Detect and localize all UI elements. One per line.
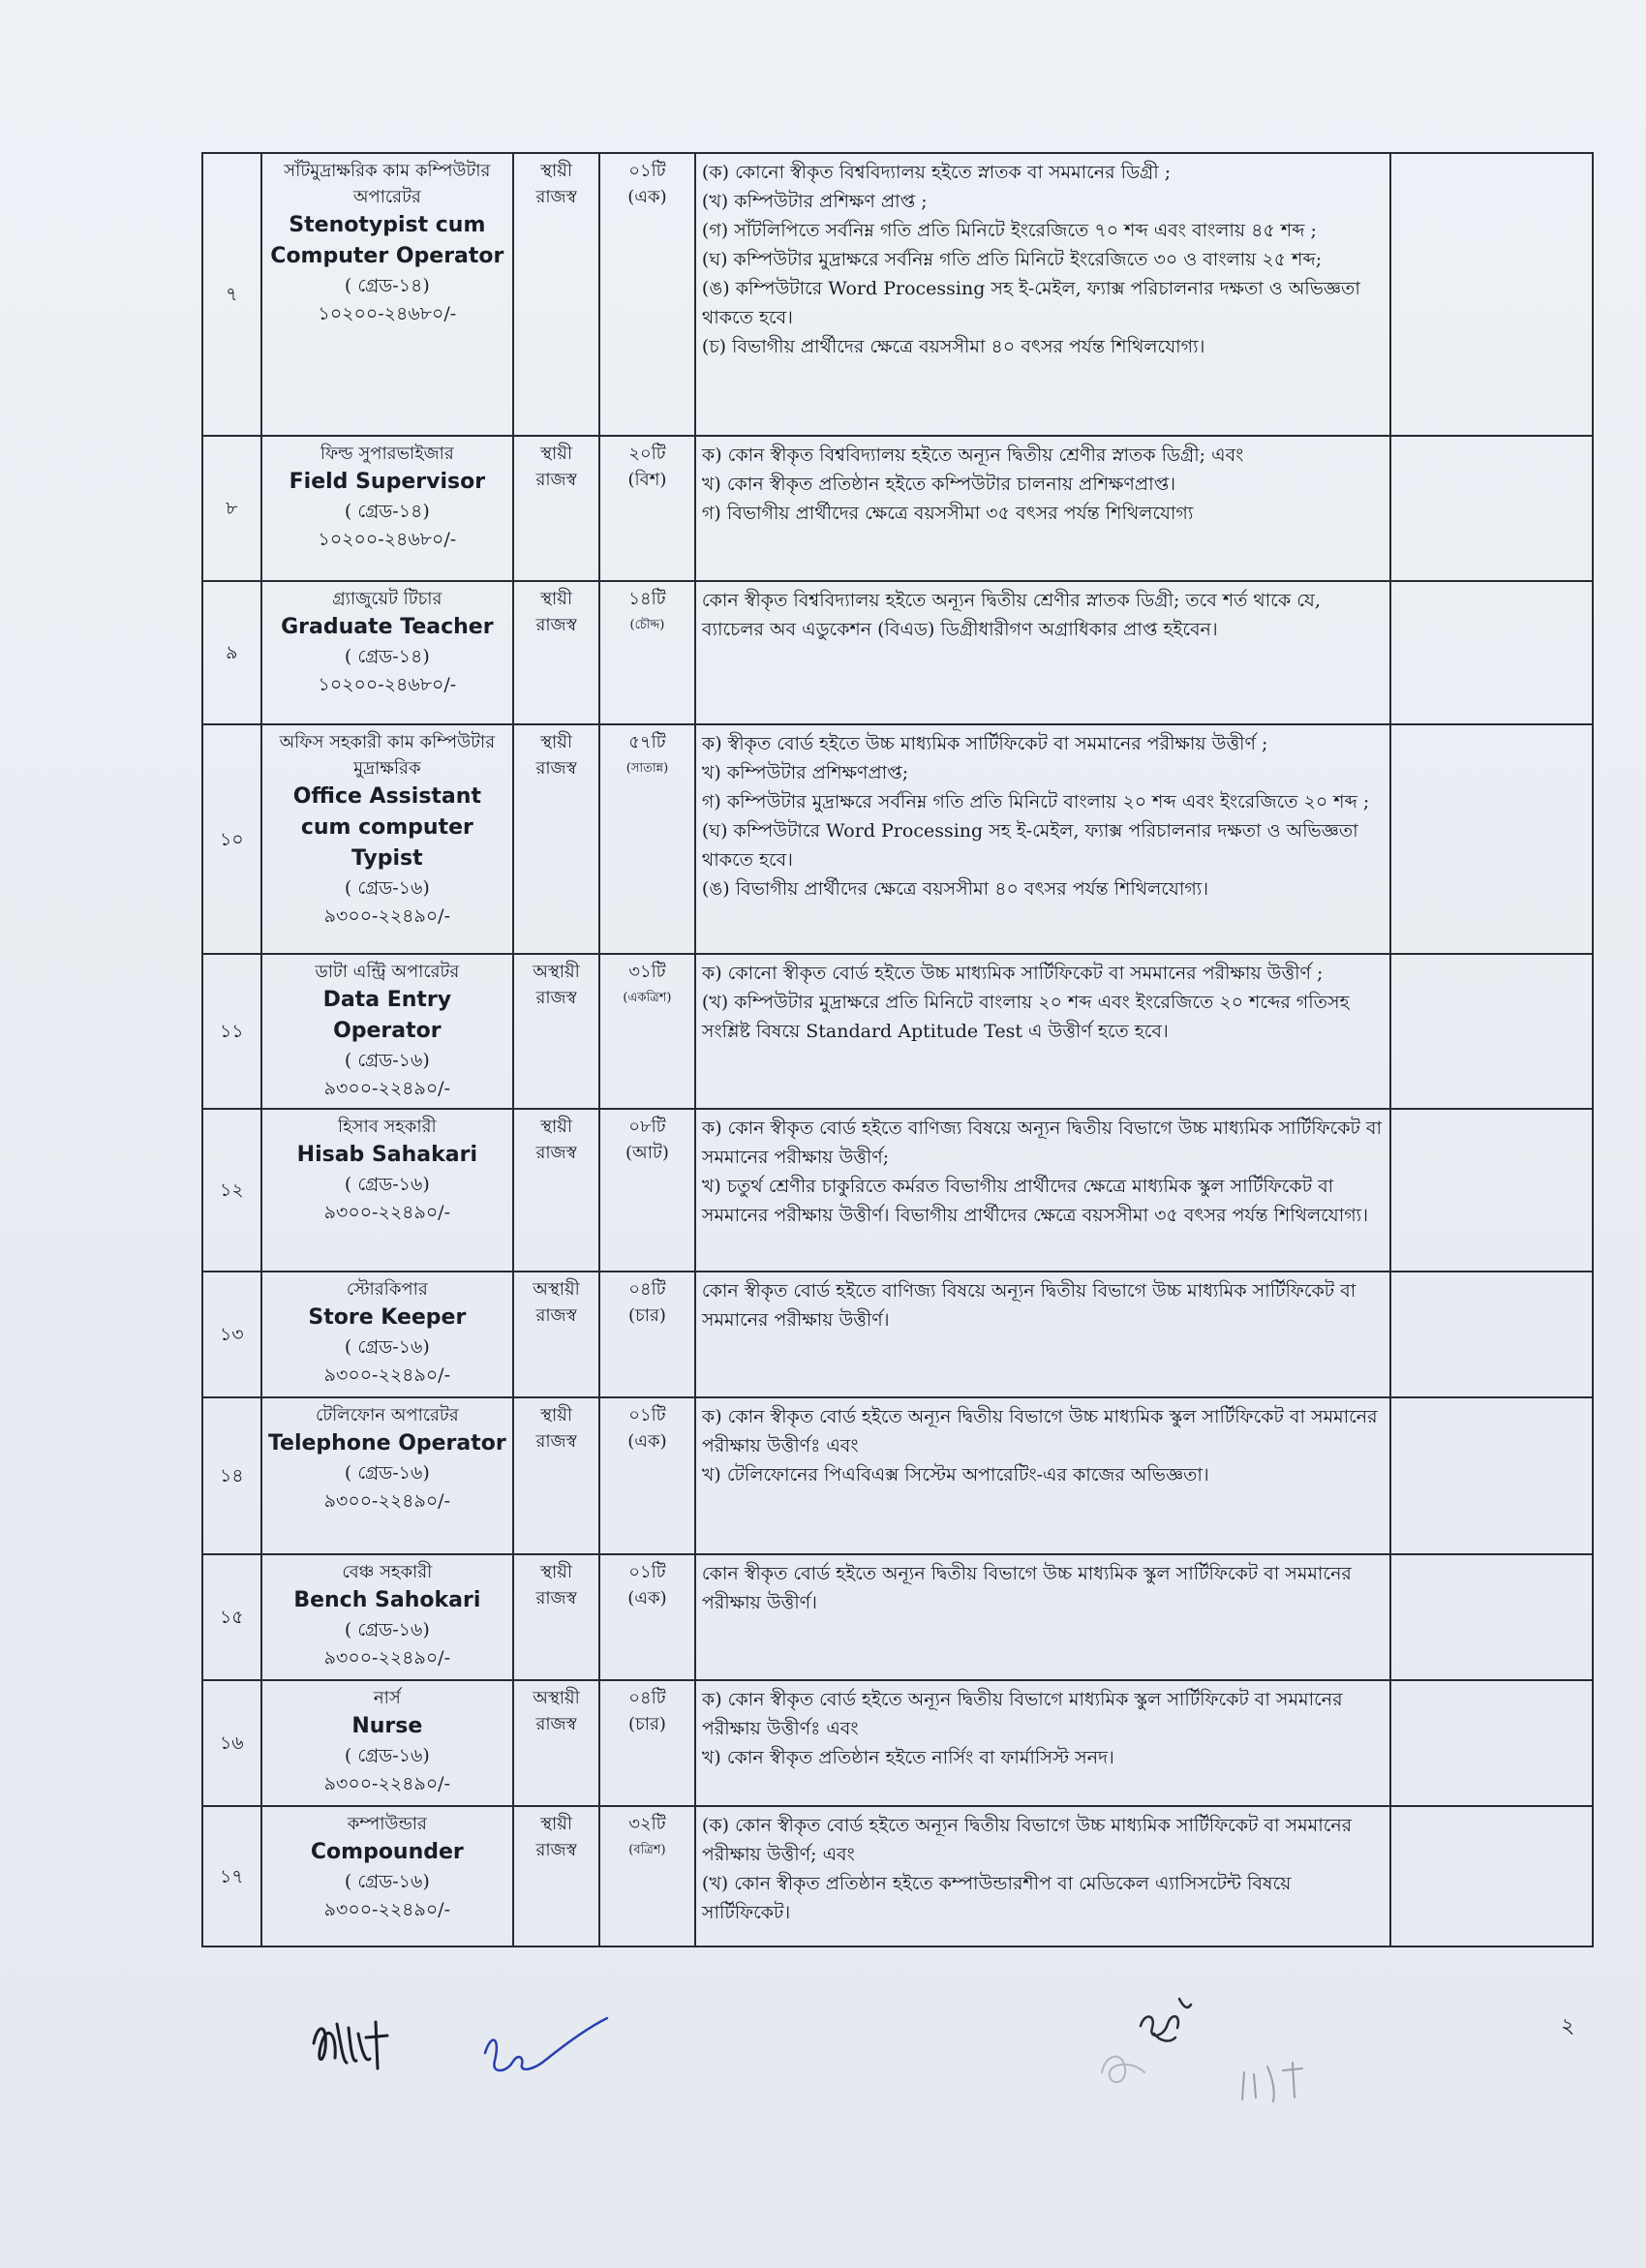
serial-cell: ১০ (202, 724, 261, 954)
post-type-cell (513, 954, 599, 1109)
post-count: ০১টি (628, 1405, 666, 1425)
signature-3 (1131, 1993, 1199, 2051)
pay-scale: ১০২০০-২৪৬৮০/- (318, 303, 457, 324)
post-type-cell (513, 1397, 599, 1554)
remarks-cell (1390, 1397, 1593, 1554)
post-grade: ( গ্রেড-১৬) (344, 1174, 430, 1195)
pay-scale: ১০২০০-২৪৬৮০/- (318, 529, 457, 550)
qualification-item: (ঙ) বিভাগীয় প্রার্থীদের ক্ষেত্রে বয়সসীমা ৪০ বৎসর পর্যন্ত শিথিলযোগ্য। (701, 878, 1209, 900)
serial-cell: ১৩ (202, 1272, 261, 1397)
post-type-cell (513, 1680, 599, 1806)
post-type-line-2: রাজস্ব (535, 615, 577, 635)
signature-5 (1234, 2053, 1322, 2111)
post-type-line-2: রাজস্ব (535, 1143, 577, 1163)
post-grade: ( গ্রেড-১৬) (344, 1336, 430, 1358)
post-type-line-1: স্থায়ী (540, 732, 572, 752)
qualification-item: (চ) বিভাগীয় প্রার্থীদের ক্ষেত্রে বয়সসীমা ৪০ বৎসর পর্যন্ত শিথিলযোগ্য। (701, 336, 1205, 357)
qualification-item: ক) কোন স্বীকৃত বোর্ড হইতে অন্যূন দ্বিতীয় বিভাগে মাধ্যমিক স্কুল সার্টিফিকেট বা সমমানের পরীক্ষায় উত্তীর্ণঃ এবং (701, 1689, 1343, 1739)
qualification-cell (695, 153, 1390, 436)
post-type-cell (513, 1109, 599, 1272)
post-count-cell (599, 1554, 695, 1680)
post-count: ০৪টি (628, 1279, 666, 1300)
post-grade: ( গ্রেড-১৬) (344, 1871, 430, 1892)
table-row (202, 724, 1593, 954)
table-row (202, 1554, 1593, 1680)
pay-scale: ৯৩০০-২২৪৯০/- (323, 1364, 451, 1386)
post-type-line-2: রাজস্ব (535, 988, 577, 1008)
post-count-cell (599, 724, 695, 954)
post-count-words: (একত্রিশ) (623, 991, 672, 1005)
post-grade: ( গ্রেড-১৬) (344, 1619, 430, 1640)
post-type-line-2: রাজস্ব (535, 187, 577, 207)
post-count-words: (চার) (628, 1305, 666, 1326)
post-name-english: Compounder (310, 1840, 464, 1864)
post-type-line-1: স্থায়ী (540, 1117, 572, 1137)
post-count: ৩১টি (628, 962, 666, 982)
post-count: ১৪টি (628, 589, 666, 609)
remarks-cell (1390, 954, 1593, 1109)
post-count: ০৮টি (628, 1117, 666, 1137)
post-count-words: (এক) (627, 1431, 667, 1452)
post-name-english: Office Assistant cum computer Typist (292, 784, 481, 871)
qualification-item: (খ) কম্পিউটার মুদ্রাক্ষরে প্রতি মিনিটে বাংলায় ২০ শব্দ এবং ইংরেজিতে ২০ শব্দের গতিসহ সংশ্লিষ্ট বিষয়ে Standard Aptitude Test এ উত্তীর্ণ হতে হবে। (701, 992, 1350, 1042)
qualification-item: কোন স্বীকৃত বিশ্ববিদ্যালয় হইতে অন্যূন দ্বিতীয় শ্রেণীর স্নাতক ডিগ্রী; তবে শর্ত থাকে যে, ব্যাচেলর অব এডুকেশন (বিএড) ডিগ্রীধারীগণ অগ্রাধিকার প্রাপ্ত হইবেন। (701, 590, 1321, 640)
qualification-cell (695, 436, 1390, 581)
post-name-bangla: ফিল্ড সুপারভাইজার (320, 444, 454, 464)
table-body (202, 153, 1593, 1946)
pay-scale: ৯৩০০-২২৪৯০/- (323, 1490, 451, 1512)
post-type-cell (513, 581, 599, 724)
table-row (202, 954, 1593, 1109)
post-grade: ( গ্রেড-১৪) (344, 275, 430, 296)
signature-4 (1094, 2043, 1152, 2092)
remarks-cell (1390, 436, 1593, 581)
post-count: ০১টি (628, 161, 666, 181)
pay-scale: ৯৩০০-২২৪৯০/- (323, 1773, 451, 1794)
post-type-line-2: রাজস্ব (535, 1305, 577, 1326)
post-name-english: Nurse (351, 1714, 423, 1738)
post-name-english: Graduate Teacher (281, 615, 494, 639)
post-type-line-1: স্থায়ী (540, 1405, 572, 1425)
post-cell (261, 1554, 514, 1680)
qualification-cell (695, 1272, 1390, 1397)
post-cell (261, 581, 514, 724)
post-grade: ( গ্রেড-১৬) (344, 877, 430, 899)
post-type-line-1: অস্থায়ী (533, 962, 580, 982)
post-name-bangla: বেঞ্চ সহকারী (342, 1562, 433, 1582)
post-count-cell (599, 581, 695, 724)
post-cell (261, 724, 514, 954)
post-cell (261, 1680, 514, 1806)
post-count-cell (599, 1272, 695, 1397)
post-type-cell (513, 436, 599, 581)
post-count-words: (বিশ) (627, 470, 667, 490)
qualification-item: (ক) কোন স্বীকৃত বোর্ড হইতে অন্যূন দ্বিতীয় বিভাগে উচ্চ মাধ্যমিক সার্টিফিকেট বা সমমানের পরীক্ষায় উত্তীর্ণ; এবং (701, 1815, 1353, 1865)
post-count-cell (599, 1397, 695, 1554)
post-grade: ( গ্রেড-১৪) (344, 646, 430, 667)
qualification-cell (695, 1109, 1390, 1272)
post-name-english: Field Supervisor (289, 470, 486, 494)
serial-cell: ৭ (202, 153, 261, 436)
post-type-line-1: স্থায়ী (540, 161, 572, 181)
qualification-cell (695, 581, 1390, 724)
serial-cell: ৯ (202, 581, 261, 724)
pay-scale: ১০২০০-২৪৬৮০/- (318, 674, 457, 695)
qualification-cell (695, 954, 1390, 1109)
post-name-english: Hisab Sahakari (296, 1143, 478, 1167)
post-name-bangla: ডাটা এন্ট্রি অপারেটর (315, 962, 460, 982)
post-count: ০১টি (628, 1562, 666, 1582)
post-name-english: Telephone Operator (267, 1431, 506, 1456)
qualification-item: ক) স্বীকৃত বোর্ড হইতে উচ্চ মাধ্যমিক সার্টিফিকেট বা সমমানের পরীক্ষায় উত্তীর্ণ ; (701, 733, 1268, 754)
qualification-item: (ক) কোনো স্বীকৃত বিশ্ববিদ্যালয় হইতে স্নাতক বা সমমানের ডিগ্রী ; (701, 162, 1172, 183)
post-grade: ( গ্রেড-১৪) (344, 501, 430, 522)
post-grade: ( গ্রেড-১৬) (344, 1745, 430, 1766)
post-cell (261, 1806, 514, 1946)
post-type-cell (513, 1272, 599, 1397)
pay-scale: ৯৩০০-২২৪৯০/- (323, 1078, 451, 1099)
post-type-line-2: রাজস্ব (535, 1714, 577, 1734)
remarks-cell (1390, 724, 1593, 954)
pay-scale: ৯৩০০-২২৪৯০/- (323, 1647, 451, 1669)
qualification-item: ক) কোন স্বীকৃত বিশ্ববিদ্যালয় হইতে অন্যূন দ্বিতীয় শ্রেণীর স্নাতক ডিগ্রী; এবং (701, 444, 1244, 466)
post-cell (261, 1272, 514, 1397)
post-type-line-1: স্থায়ী (540, 1814, 572, 1834)
post-cell (261, 1109, 514, 1272)
post-grade: ( গ্রেড-১৬) (344, 1050, 430, 1071)
post-name-english: Data Entry Operator (322, 988, 452, 1043)
qualification-item: ক) কোন স্বীকৃত বোর্ড হইতে বাণিজ্য বিষয়ে অন্যূন দ্বিতীয় বিভাগে উচ্চ মাধ্যমিক সার্টিফিকেট বা সমমানের পরীক্ষায় উত্তীর্ণ; (701, 1118, 1382, 1168)
post-type-line-2: রাজস্ব (535, 470, 577, 490)
page-number: ২ (1561, 2014, 1575, 2038)
post-count-words: (চৌদ্দ) (629, 618, 665, 632)
signature-1 (308, 2005, 395, 2082)
remarks-cell (1390, 153, 1593, 436)
table-row (202, 581, 1593, 724)
pay-scale: ৯৩০০-২২৪৯০/- (323, 1202, 451, 1223)
qualification-item: খ) চতুর্থ শ্রেণীর চাকুরিতে কর্মরত বিভাগীয় প্রার্থীদের ক্ষেত্রে মাধ্যমিক স্কুল সার্টিফিকেট বা সমমানের পরীক্ষায় উত্তীর্ণ। বিভাগীয় প্রার্থীদের ক্ষেত্রে বয়সসীমা ৩৫ বৎসর পর্যন্ত শিথিলযোগ্য। (701, 1176, 1368, 1226)
table-row (202, 153, 1593, 436)
qualification-cell (695, 1806, 1390, 1946)
job-requirements-table (201, 152, 1594, 1947)
table-row (202, 1680, 1593, 1806)
qualification-item: ক) কোন স্বীকৃত বোর্ড হইতে অন্যূন দ্বিতীয় বিভাগে উচ্চ মাধ্যমিক স্কুল সার্টিফিকেট বা সমমানের পরীক্ষায় উত্তীর্ণঃ এবং (701, 1406, 1378, 1456)
remarks-cell (1390, 581, 1593, 724)
post-count-words: (এক) (627, 187, 667, 207)
post-type-line-1: স্থায়ী (540, 444, 572, 464)
post-count-cell (599, 1680, 695, 1806)
qualification-item: গ) বিভাগীয় প্রার্থীদের ক্ষেত্রে বয়সসীমা ৩৫ বৎসর পর্যন্ত শিথিলযোগ্য (701, 503, 1194, 524)
serial-cell: ১৫ (202, 1554, 261, 1680)
post-name-bangla: স্টোরকিপার (346, 1279, 428, 1300)
pay-scale: ৯৩০০-২২৪৯০/- (323, 905, 451, 927)
qualification-item: (খ) কোন স্বীকৃত প্রতিষ্ঠান হইতে কম্পাউন্ডারশীপ বা মেডিকেল এ্যাসিসটেন্ট বিষয়ে সার্টিফিকেট। (701, 1873, 1292, 1923)
qualification-item: (খ) কম্পিউটার প্রশিক্ষণ প্রাপ্ত ; (701, 191, 928, 212)
post-type-line-2: রাজস্ব (535, 1588, 577, 1609)
qualification-item: (ঘ) কম্পিউটারে Word Processing সহ ই-মেইল, ফ্যাক্স পরিচালনার দক্ষতা ও অভিজ্ঞতা থাকতে হবে। (701, 820, 1358, 871)
post-grade: ( গ্রেড-১৬) (344, 1462, 430, 1484)
serial-cell: ১৪ (202, 1397, 261, 1554)
post-count-words: (বত্রিশ) (628, 1843, 666, 1857)
post-type-line-2: রাজস্ব (535, 1431, 577, 1452)
qualification-item: খ) টেলিফোনের পিএবিএক্স সিস্টেম অপারেটিং-এর কাজের অভিজ্ঞতা। (701, 1464, 1209, 1486)
post-name-english: Stenotypist cum Computer Operator (270, 213, 504, 268)
post-count-words: (সাতান্ন) (625, 761, 669, 776)
remarks-cell (1390, 1806, 1593, 1946)
post-count-words: (এক) (627, 1588, 667, 1609)
post-count-cell (599, 436, 695, 581)
post-count-cell (599, 954, 695, 1109)
qualification-item: গ) কম্পিউটার মুদ্রাক্ষরে সর্বনিম্ন গতি প্রতি মিনিটে বাংলায় ২০ শব্দ এবং ইংরেজিতে ২০ শব্দ ; (701, 791, 1370, 812)
serial-cell: ১৬ (202, 1680, 261, 1806)
post-count-cell (599, 1109, 695, 1272)
pay-scale: ৯৩০০-২২৪৯০/- (323, 1899, 451, 1920)
table-row (202, 436, 1593, 581)
serial-cell: ১৭ (202, 1806, 261, 1946)
post-type-cell (513, 153, 599, 436)
qualification-cell (695, 1680, 1390, 1806)
qualification-cell (695, 1554, 1390, 1680)
remarks-cell (1390, 1680, 1593, 1806)
qualification-item: খ) কোন স্বীকৃত প্রতিষ্ঠান হইতে নার্সিং বা ফার্মাসিস্ট সনদ। (701, 1747, 1114, 1768)
table-row (202, 1272, 1593, 1397)
qualification-item: কোন স্বীকৃত বোর্ড হইতে অন্যূন দ্বিতীয় বিভাগে উচ্চ মাধ্যমিক স্কুল সার্টিফিকেট বা সমমানের পরীক্ষায় উত্তীর্ণ। (701, 1563, 1352, 1613)
post-name-english: Bench Sahokari (293, 1588, 481, 1612)
serial-cell: ৮ (202, 436, 261, 581)
post-name-bangla: সাঁটমুদ্রাক্ষরিক কাম কম্পিউটার অপারেটর (284, 161, 491, 207)
post-type-cell (513, 1554, 599, 1680)
post-count-words: (চার) (628, 1714, 666, 1734)
table-row (202, 1397, 1593, 1554)
post-name-bangla: টেলিফোন অপারেটর (316, 1405, 459, 1425)
post-name-bangla: হিসাব সহকারী (338, 1117, 437, 1137)
table-row (202, 1806, 1593, 1946)
post-type-cell (513, 1806, 599, 1946)
post-cell (261, 436, 514, 581)
post-name-english: Store Keeper (308, 1305, 467, 1330)
post-type-line-2: রাজস্ব (535, 758, 577, 779)
qualification-cell (695, 724, 1390, 954)
post-type-line-2: রাজস্ব (535, 1840, 577, 1860)
post-name-bangla: অফিস সহকারী কাম কম্পিউটার মুদ্রাক্ষরিক (279, 732, 496, 779)
qualification-item: ক) কোনো স্বীকৃত বোর্ড হইতে উচ্চ মাধ্যমিক সার্টিফিকেট বা সমমানের পরীক্ষায় উত্তীর্ণ ; (701, 963, 1324, 984)
qualification-cell (695, 1397, 1390, 1554)
serial-cell: ১১ (202, 954, 261, 1109)
qualification-item: (গ) সাঁটলিপিতে সর্বনিম্ন গতি প্রতি মিনিটে ইংরেজিতে ৭০ শব্দ এবং বাংলায় ৪৫ শব্দ ; (701, 220, 1317, 241)
qualification-item: কোন স্বীকৃত বোর্ড হইতে বাণিজ্য বিষয়ে অন্যূন দ্বিতীয় বিভাগে উচ্চ মাধ্যমিক সার্টিফিকেট বা সমমানের পরীক্ষায় উত্তীর্ণ। (701, 1280, 1356, 1331)
signature-2 (479, 2014, 615, 2082)
remarks-cell (1390, 1109, 1593, 1272)
post-cell (261, 954, 514, 1109)
post-type-line-1: স্থায়ী (540, 1562, 572, 1582)
post-type-line-1: অস্থায়ী (533, 1688, 580, 1708)
serial-cell: ১২ (202, 1109, 261, 1272)
post-type-line-1: অস্থায়ী (533, 1279, 580, 1300)
post-count: ২০টি (628, 444, 666, 464)
remarks-cell (1390, 1272, 1593, 1397)
post-cell (261, 153, 514, 436)
post-name-bangla: কম্পাউন্ডার (347, 1814, 427, 1834)
post-type-line-1: স্থায়ী (540, 589, 572, 609)
qualification-item: খ) কোন স্বীকৃত প্রতিষ্ঠান হইতে কম্পিউটার চালনায় প্রশিক্ষণপ্রাপ্ত। (701, 474, 1176, 495)
post-cell (261, 1397, 514, 1554)
remarks-cell (1390, 1554, 1593, 1680)
post-count-cell (599, 1806, 695, 1946)
qualification-item: (ঘ) কম্পিউটার মুদ্রাক্ষরে সর্বনিম্ন গতি প্রতি মিনিটে ইংরেজিতে ৩০ ও বাংলায় ২৫ শব্দ; (701, 249, 1323, 270)
post-count: ৩২টি (628, 1814, 666, 1834)
post-count-words: (আট) (625, 1143, 669, 1163)
qualification-item: (ঙ) কম্পিউটারে Word Processing সহ ই-মেইল, ফ্যাক্স পরিচালনার দক্ষতা ও অভিজ্ঞতা থাকতে হবে। (701, 278, 1360, 328)
qualification-item: খ) কম্পিউটার প্রশিক্ষণপ্রাপ্ত; (701, 762, 909, 783)
post-count-cell (599, 153, 695, 436)
post-count: ০৪টি (628, 1688, 666, 1708)
post-type-cell (513, 724, 599, 954)
table-row (202, 1109, 1593, 1272)
post-count: ৫৭টি (628, 732, 666, 752)
post-name-bangla: নার্স (373, 1688, 401, 1708)
post-name-bangla: গ্র্যাজুয়েট টিচার (332, 589, 442, 609)
